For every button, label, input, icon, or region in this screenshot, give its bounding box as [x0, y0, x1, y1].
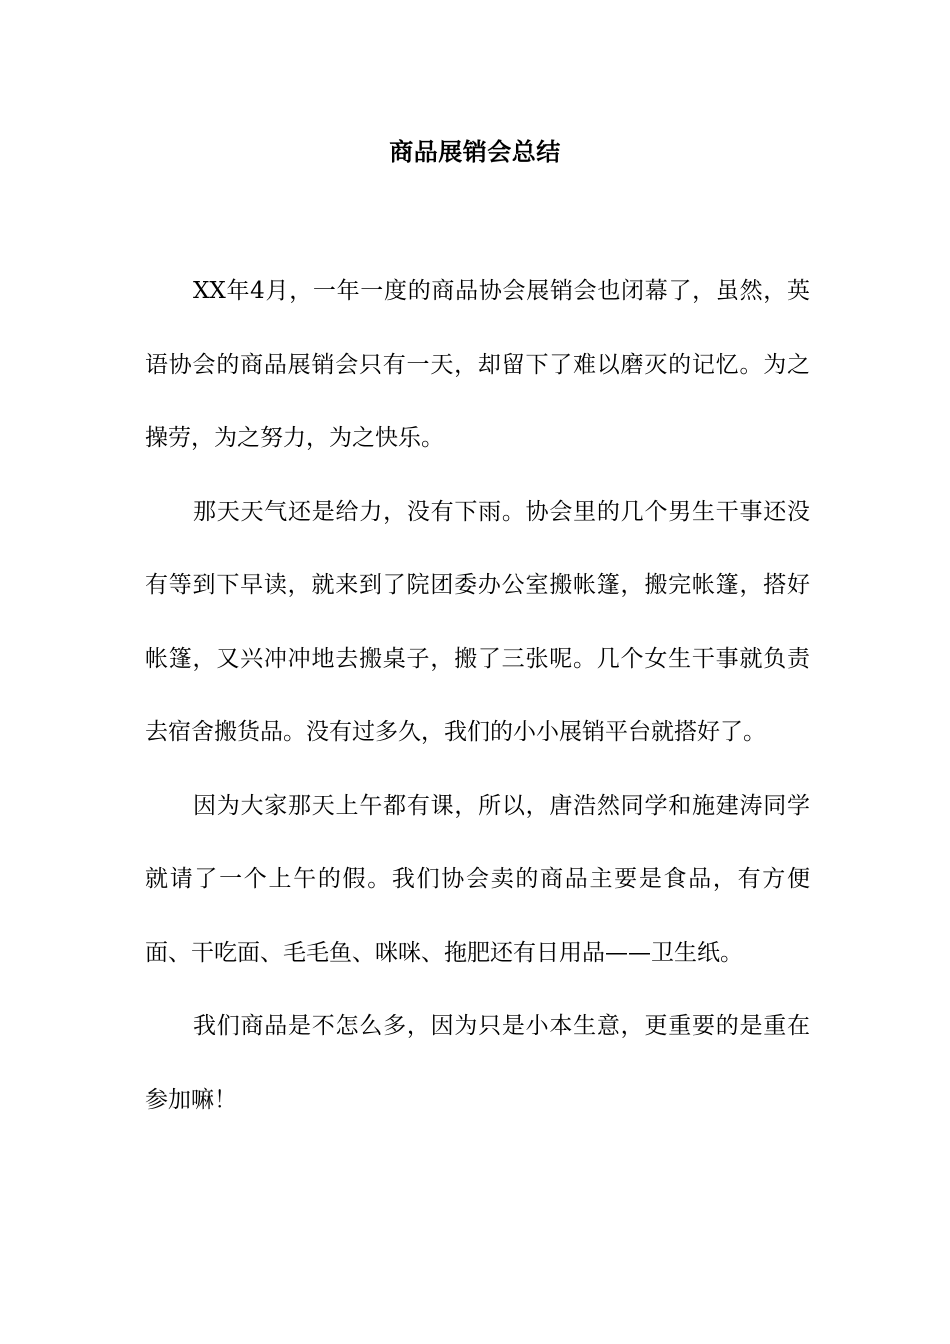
- document-title: 商品展销会总结: [389, 138, 561, 166]
- paragraph: XX年4月，一年一度的商品协会展销会也闭幕了，虽然，英语协会的商品展销会只有一天，却留下了难以磨灭的记忆。为之操劳，为之努力，为之快乐。: [145, 278, 810, 451]
- paragraph: 那天天气还是给力，没有下雨。协会里的几个男生干事还没有等到下早读，就来到了院团委办公室搬帐篷，搬完帐篷，搭好帐篷，又兴冲冲地去搬桌子，搬了三张呢。几个女生干事就负责去宿舍搬货品。没有过多久，我们的小小展销平台就搭好了。: [145, 498, 810, 745]
- paragraph: 因为大家那天上午都有课，所以，唐浩然同学和施建涛同学就请了一个上午的假。我们协会卖的商品主要是食品，有方便面、干吃面、毛毛鱼、咪咪、拖肥还有日用品——卫生纸。: [145, 792, 810, 966]
- paragraph: 我们商品是不怎么多，因为只是小本生意，更重要的是重在参加嘛！: [145, 1013, 810, 1113]
- document-body: [145, 255, 810, 1137]
